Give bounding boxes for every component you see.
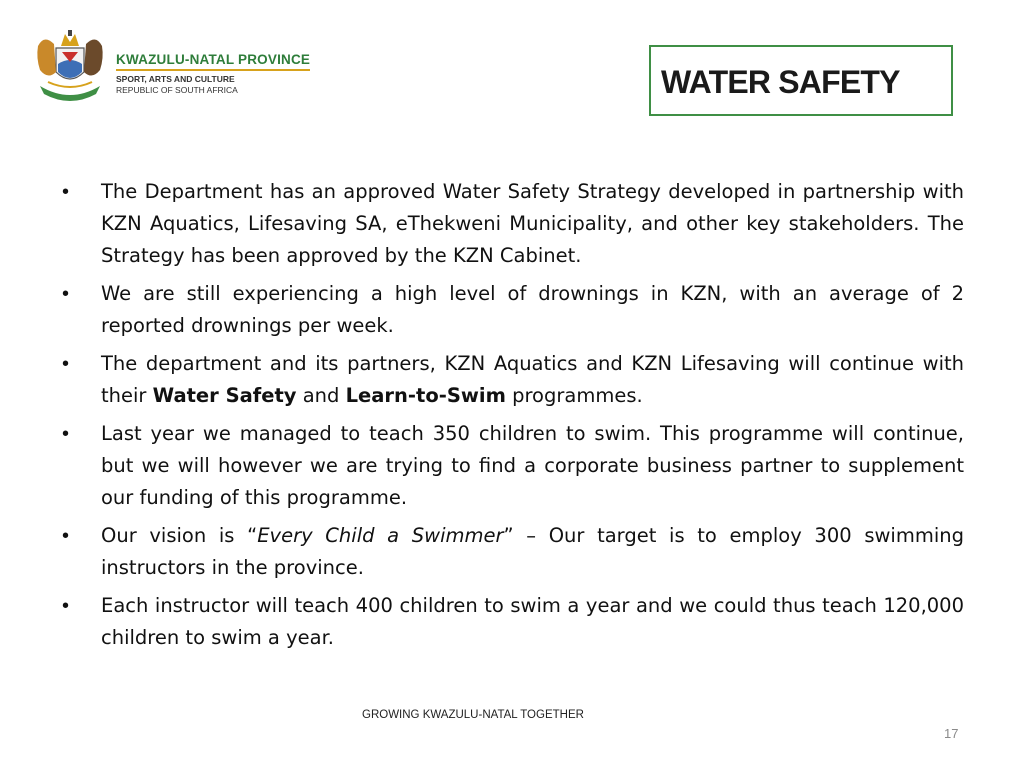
vision-emphasis: Every Child a Swimmer	[257, 524, 504, 547]
list-item	[58, 418, 964, 514]
org-name: KWAZULU-NATAL PROVINCE	[116, 52, 311, 67]
bullet-text: Each instructor will teach 400 children to swim a year and we could thus teach 120,000 children to swim a year.	[101, 594, 964, 649]
bullet-marker: •	[62, 595, 70, 617]
department-name: SPORT, ARTS AND CULTURE	[116, 74, 235, 84]
water-safety-emphasis: Water Safety	[152, 384, 297, 407]
list-item	[58, 520, 964, 584]
footer-tagline: GROWING KWAZULU-NATAL TOGETHER	[362, 709, 584, 721]
bullet-marker: •	[62, 525, 70, 547]
list-item	[58, 176, 964, 272]
bullet-text: Our vision is “Every Child a Swimmer” – Our target is to employ 300 swimming instructors in the province.	[101, 524, 964, 579]
list-item	[58, 590, 964, 654]
country-name: REPUBLIC OF SOUTH AFRICA	[116, 85, 238, 95]
bullet-list	[58, 176, 964, 660]
list-item	[58, 278, 964, 342]
bullet-marker: •	[62, 181, 70, 203]
bullet-text: The department and its partners, KZN Aquatics and KZN Lifesaving will continue with their Water Safety and Learn-to-Swim programmes.	[101, 352, 964, 407]
provincial-logo	[34, 26, 324, 106]
bullet-marker: •	[62, 353, 70, 375]
page-number: 17	[944, 726, 959, 741]
coat-of-arms-icon	[34, 26, 106, 102]
bullet-text: We are still experiencing a high level of drownings in KZN, with an average of 2 reported drownings per week.	[101, 282, 964, 337]
bullet-marker: •	[62, 423, 70, 445]
bullet-text: The Department has an approved Water Safety Strategy developed in partnership with KZN Aquatics, Lifesaving SA, eThekweni Municipality, and other key stakeholders. The Strategy has been approved by the KZN Cabinet.	[101, 180, 964, 267]
bullet-text: Last year we managed to teach 350 children to swim. This programme will continue, but we will however we are trying to find a corporate business partner to supplement our funding of this programme.	[101, 422, 964, 509]
org-divider	[116, 69, 310, 71]
learn-to-swim-emphasis: Learn-to-Swim	[345, 384, 506, 407]
bullet-marker: •	[62, 283, 70, 305]
list-item	[58, 348, 964, 412]
slide-title-box	[649, 45, 953, 116]
slide-title: WATER SAFETY	[661, 64, 900, 100]
